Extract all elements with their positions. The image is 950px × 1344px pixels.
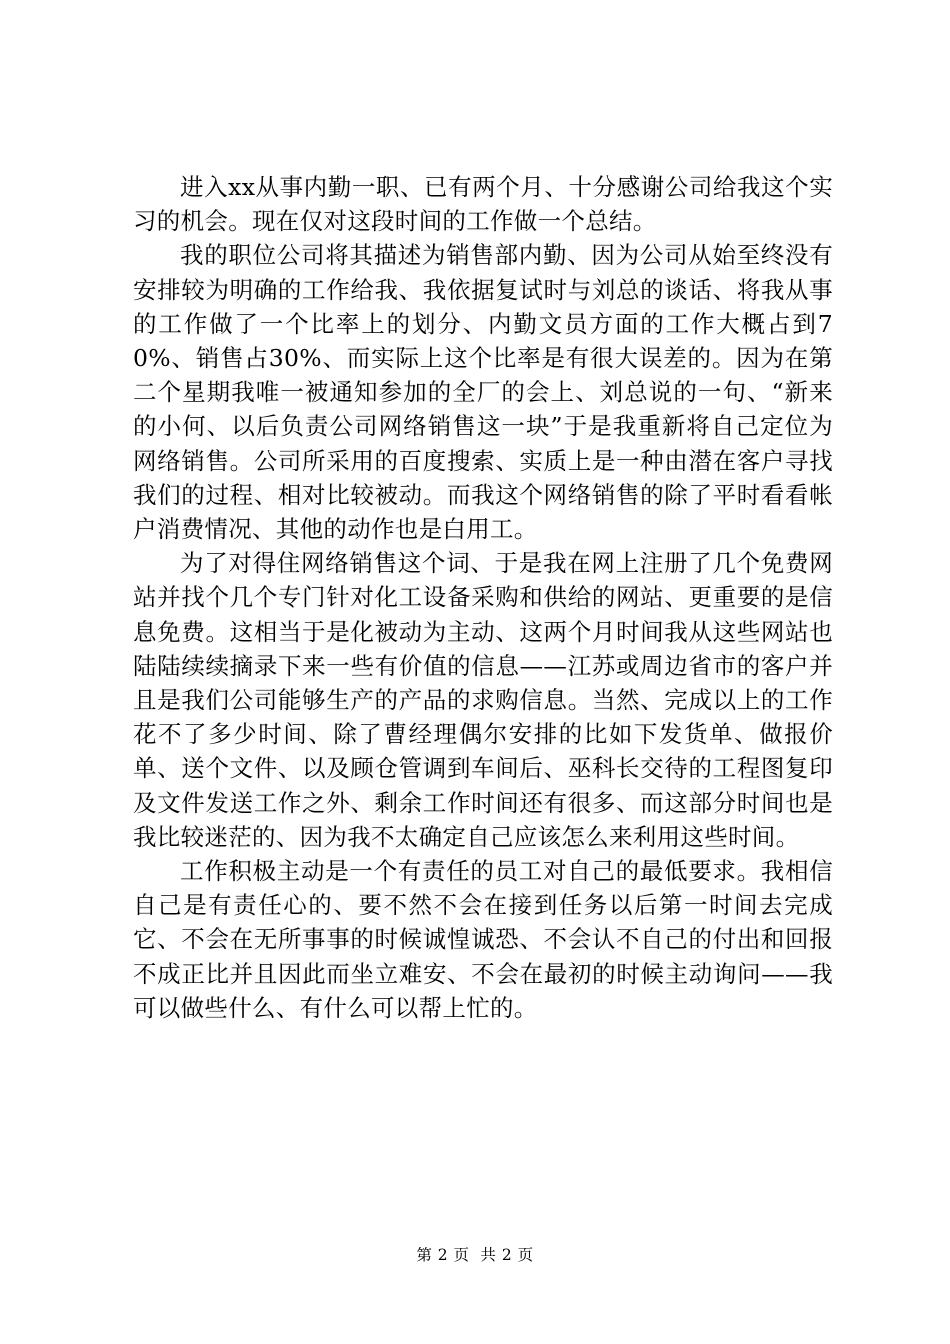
paragraph-intro: 进入xx从事内勤一职、已有两个月、十分感谢公司给我这个实习的机会。现在仅对这段时间的工作做一个总结。 (133, 173, 833, 236)
paragraph-online-sales-work: 为了对得住网络销售这个词、于是我在网上注册了几个免费网站并找个几个专门针对化工设备采购和供给的网站、更重要的是信息免费。这相当于是化被动为主动、这两个月时间我从这些网站也陆陆续续摘录下来一些有价值的信息——江苏或周边省市的客户并且是我们公司能够生产的产品的求购信息。当然、完成以上的工作花不了多少时间、除了曹经理偶尔安排的比如下发货单、做报价单、送个文件、以及顾仓管调到车间后、巫科长交待的工程图复印及文件发送工作之外、剩余工作时间还有很多、而这部分时间也是我比较迷茫的、因为我不太确定自己应该怎么来利用这些时间。 (133, 549, 833, 851)
paragraph-work-attitude: 工作积极主动是一个有责任的员工对自己的最低要求。我相信自己是有责任心的、要不然不会在接到任务以后第一时间去完成它、不会在无所事事的时候诚惶诚恐、不会认不自己的付出和回报不成正比并且因此而坐立难安、不会在最初的时候主动询问——我可以做些什么、有什么可以帮上忙的。 (133, 857, 833, 1022)
page-number-footer: 第 2 页 共 2 页 (416, 1246, 534, 1264)
paragraph-role-description: 我的职位公司将其描述为销售部内勤、因为公司从始至终没有安排较为明确的工作给我、我依据复试时与刘总的谈话、将我从事的工作做了一个比率上的划分、内勤文员方面的工作大概占到70%、销售占30%、而实际上这个比率是有很大误差的。因为在第二个星期我唯一被通知参加的全厂的会上、刘总说的一句、“新来的小何、以后负责公司网络销售这一块”于是我重新将自己定位为网络销售。公司所采用的百度搜索、实质上是一种由潜在客户寻找我们的过程、相对比较被动。而我这个网络销售的除了平时看看帐户消费情况、其他的动作也是白用工。 (133, 241, 833, 544)
document-body (133, 170, 833, 1025)
